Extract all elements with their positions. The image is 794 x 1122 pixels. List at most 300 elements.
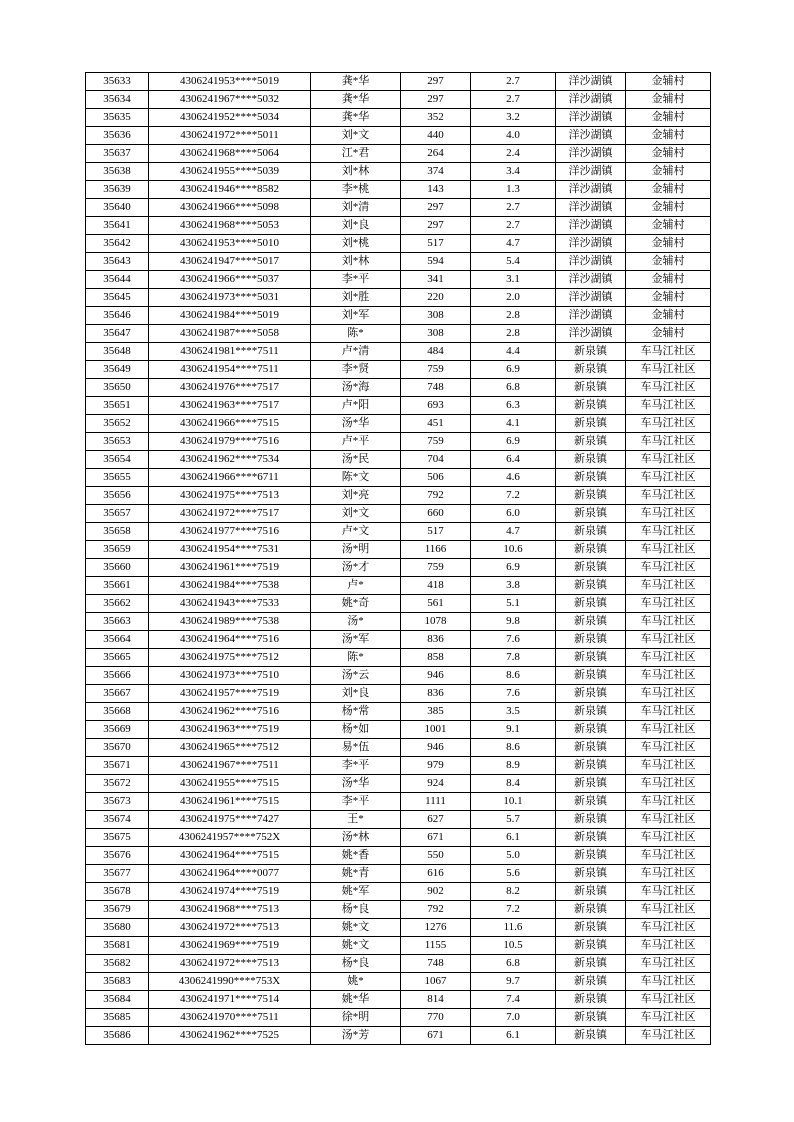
cell-seq: 35663 bbox=[86, 613, 149, 631]
cell-rate: 3.8 bbox=[471, 577, 556, 595]
cell-name: 汤*海 bbox=[311, 379, 401, 397]
cell-town: 洋沙湖镇 bbox=[556, 163, 626, 181]
cell-id-number: 4306241984****5019 bbox=[149, 307, 311, 325]
cell-village: 车马江社区 bbox=[626, 613, 711, 631]
table-row bbox=[86, 685, 711, 703]
cell-town: 新泉镇 bbox=[556, 721, 626, 739]
cell-amount: 1111 bbox=[401, 793, 471, 811]
cell-amount: 946 bbox=[401, 739, 471, 757]
cell-id-number: 4306241968****5064 bbox=[149, 145, 311, 163]
cell-amount: 858 bbox=[401, 649, 471, 667]
cell-rate: 5.0 bbox=[471, 847, 556, 865]
cell-name: 刘*亮 bbox=[311, 487, 401, 505]
cell-id-number: 4306241967****5032 bbox=[149, 91, 311, 109]
table-row bbox=[86, 703, 711, 721]
cell-town: 洋沙湖镇 bbox=[556, 289, 626, 307]
cell-village: 金辅村 bbox=[626, 199, 711, 217]
cell-rate: 8.2 bbox=[471, 883, 556, 901]
cell-seq: 35672 bbox=[86, 775, 149, 793]
cell-town: 洋沙湖镇 bbox=[556, 325, 626, 343]
cell-rate: 7.2 bbox=[471, 487, 556, 505]
cell-amount: 297 bbox=[401, 217, 471, 235]
cell-name: 陈* bbox=[311, 649, 401, 667]
table-row bbox=[86, 559, 711, 577]
cell-id-number: 4306241972****7513 bbox=[149, 919, 311, 937]
cell-seq: 35640 bbox=[86, 199, 149, 217]
table-row bbox=[86, 379, 711, 397]
cell-town: 新泉镇 bbox=[556, 451, 626, 469]
cell-amount: 594 bbox=[401, 253, 471, 271]
cell-village: 金辅村 bbox=[626, 91, 711, 109]
cell-id-number: 4306241952****5034 bbox=[149, 109, 311, 127]
cell-id-number: 4306241987****5058 bbox=[149, 325, 311, 343]
cell-village: 车马江社区 bbox=[626, 649, 711, 667]
cell-amount: 836 bbox=[401, 631, 471, 649]
cell-amount: 143 bbox=[401, 181, 471, 199]
cell-village: 车马江社区 bbox=[626, 361, 711, 379]
cell-town: 新泉镇 bbox=[556, 487, 626, 505]
cell-town: 新泉镇 bbox=[556, 523, 626, 541]
cell-name: 刘*良 bbox=[311, 217, 401, 235]
cell-name: 姚*文 bbox=[311, 937, 401, 955]
cell-village: 车马江社区 bbox=[626, 685, 711, 703]
cell-name: 汤*华 bbox=[311, 775, 401, 793]
cell-id-number: 4306241953****5010 bbox=[149, 235, 311, 253]
cell-amount: 1166 bbox=[401, 541, 471, 559]
cell-town: 新泉镇 bbox=[556, 577, 626, 595]
cell-rate: 6.9 bbox=[471, 433, 556, 451]
cell-seq: 35678 bbox=[86, 883, 149, 901]
cell-name: 刘*林 bbox=[311, 253, 401, 271]
cell-name: 杨*良 bbox=[311, 901, 401, 919]
cell-name: 李*平 bbox=[311, 757, 401, 775]
cell-village: 车马江社区 bbox=[626, 757, 711, 775]
cell-name: 李*贤 bbox=[311, 361, 401, 379]
cell-seq: 35634 bbox=[86, 91, 149, 109]
cell-town: 新泉镇 bbox=[556, 397, 626, 415]
cell-amount: 792 bbox=[401, 901, 471, 919]
cell-id-number: 4306241946****8582 bbox=[149, 181, 311, 199]
cell-rate: 7.2 bbox=[471, 901, 556, 919]
cell-id-number: 4306241955****7515 bbox=[149, 775, 311, 793]
cell-amount: 770 bbox=[401, 1009, 471, 1027]
cell-rate: 4.1 bbox=[471, 415, 556, 433]
cell-village: 车马江社区 bbox=[626, 739, 711, 757]
cell-town: 洋沙湖镇 bbox=[556, 307, 626, 325]
cell-amount: 616 bbox=[401, 865, 471, 883]
cell-village: 车马江社区 bbox=[626, 541, 711, 559]
cell-name: 卢*平 bbox=[311, 433, 401, 451]
table-row bbox=[86, 523, 711, 541]
cell-seq: 35664 bbox=[86, 631, 149, 649]
cell-amount: 924 bbox=[401, 775, 471, 793]
cell-amount: 1001 bbox=[401, 721, 471, 739]
cell-name: 汤*才 bbox=[311, 559, 401, 577]
table-row bbox=[86, 955, 711, 973]
cell-id-number: 4306241990****753X bbox=[149, 973, 311, 991]
cell-amount: 759 bbox=[401, 433, 471, 451]
cell-rate: 6.4 bbox=[471, 451, 556, 469]
cell-name: 刘*良 bbox=[311, 685, 401, 703]
cell-seq: 35670 bbox=[86, 739, 149, 757]
cell-amount: 385 bbox=[401, 703, 471, 721]
cell-name: 姚* bbox=[311, 973, 401, 991]
cell-id-number: 4306241972****5011 bbox=[149, 127, 311, 145]
cell-amount: 792 bbox=[401, 487, 471, 505]
cell-rate: 4.7 bbox=[471, 235, 556, 253]
cell-amount: 517 bbox=[401, 235, 471, 253]
table-row bbox=[86, 325, 711, 343]
cell-village: 金辅村 bbox=[626, 109, 711, 127]
cell-amount: 517 bbox=[401, 523, 471, 541]
table-row bbox=[86, 451, 711, 469]
cell-rate: 3.5 bbox=[471, 703, 556, 721]
cell-town: 洋沙湖镇 bbox=[556, 235, 626, 253]
table-row bbox=[86, 541, 711, 559]
cell-village: 车马江社区 bbox=[626, 487, 711, 505]
cell-village: 车马江社区 bbox=[626, 595, 711, 613]
cell-rate: 8.6 bbox=[471, 667, 556, 685]
cell-seq: 35655 bbox=[86, 469, 149, 487]
table-row bbox=[86, 865, 711, 883]
cell-seq: 35648 bbox=[86, 343, 149, 361]
cell-name: 汤* bbox=[311, 613, 401, 631]
cell-id-number: 4306241964****7515 bbox=[149, 847, 311, 865]
cell-village: 车马江社区 bbox=[626, 937, 711, 955]
cell-rate: 5.7 bbox=[471, 811, 556, 829]
cell-amount: 1155 bbox=[401, 937, 471, 955]
cell-seq: 35642 bbox=[86, 235, 149, 253]
table-row bbox=[86, 631, 711, 649]
cell-amount: 451 bbox=[401, 415, 471, 433]
cell-amount: 264 bbox=[401, 145, 471, 163]
table-row bbox=[86, 595, 711, 613]
cell-amount: 902 bbox=[401, 883, 471, 901]
cell-seq: 35679 bbox=[86, 901, 149, 919]
table-row bbox=[86, 649, 711, 667]
cell-seq: 35659 bbox=[86, 541, 149, 559]
cell-name: 王* bbox=[311, 811, 401, 829]
cell-village: 车马江社区 bbox=[626, 703, 711, 721]
cell-amount: 704 bbox=[401, 451, 471, 469]
table-row bbox=[86, 721, 711, 739]
table-row bbox=[86, 811, 711, 829]
cell-name: 杨*常 bbox=[311, 703, 401, 721]
cell-amount: 418 bbox=[401, 577, 471, 595]
cell-seq: 35681 bbox=[86, 937, 149, 955]
cell-town: 新泉镇 bbox=[556, 1009, 626, 1027]
cell-id-number: 4306241962****7516 bbox=[149, 703, 311, 721]
cell-id-number: 4306241970****7511 bbox=[149, 1009, 311, 1027]
cell-seq: 35677 bbox=[86, 865, 149, 883]
table-row bbox=[86, 613, 711, 631]
cell-rate: 2.7 bbox=[471, 199, 556, 217]
cell-seq: 35665 bbox=[86, 649, 149, 667]
cell-rate: 6.9 bbox=[471, 361, 556, 379]
cell-rate: 6.8 bbox=[471, 955, 556, 973]
cell-rate: 9.1 bbox=[471, 721, 556, 739]
roster-table bbox=[85, 72, 711, 1045]
cell-village: 车马江社区 bbox=[626, 865, 711, 883]
cell-id-number: 4306241968****7513 bbox=[149, 901, 311, 919]
table-row bbox=[86, 199, 711, 217]
table-row bbox=[86, 991, 711, 1009]
table-row bbox=[86, 757, 711, 775]
cell-town: 洋沙湖镇 bbox=[556, 181, 626, 199]
table-row bbox=[86, 937, 711, 955]
cell-village: 车马江社区 bbox=[626, 667, 711, 685]
cell-name: 汤*云 bbox=[311, 667, 401, 685]
table-row bbox=[86, 883, 711, 901]
cell-amount: 308 bbox=[401, 325, 471, 343]
cell-amount: 341 bbox=[401, 271, 471, 289]
cell-rate: 2.7 bbox=[471, 217, 556, 235]
cell-seq: 35673 bbox=[86, 793, 149, 811]
cell-seq: 35662 bbox=[86, 595, 149, 613]
cell-amount: 308 bbox=[401, 307, 471, 325]
cell-id-number: 4306241975****7512 bbox=[149, 649, 311, 667]
cell-seq: 35686 bbox=[86, 1027, 149, 1045]
cell-name: 刘*桃 bbox=[311, 235, 401, 253]
table-row bbox=[86, 775, 711, 793]
cell-town: 新泉镇 bbox=[556, 811, 626, 829]
cell-village: 车马江社区 bbox=[626, 955, 711, 973]
cell-id-number: 4306241969****7519 bbox=[149, 937, 311, 955]
cell-seq: 35641 bbox=[86, 217, 149, 235]
cell-id-number: 4306241972****7513 bbox=[149, 955, 311, 973]
cell-rate: 1.3 bbox=[471, 181, 556, 199]
cell-name: 刘*林 bbox=[311, 163, 401, 181]
cell-id-number: 4306241984****7538 bbox=[149, 577, 311, 595]
cell-amount: 440 bbox=[401, 127, 471, 145]
cell-rate: 5.4 bbox=[471, 253, 556, 271]
cell-seq: 35643 bbox=[86, 253, 149, 271]
cell-seq: 35682 bbox=[86, 955, 149, 973]
cell-rate: 5.1 bbox=[471, 595, 556, 613]
cell-rate: 8.9 bbox=[471, 757, 556, 775]
cell-town: 新泉镇 bbox=[556, 901, 626, 919]
cell-town: 新泉镇 bbox=[556, 631, 626, 649]
cell-amount: 836 bbox=[401, 685, 471, 703]
table-row bbox=[86, 973, 711, 991]
cell-seq: 35661 bbox=[86, 577, 149, 595]
cell-village: 车马江社区 bbox=[626, 793, 711, 811]
cell-seq: 35675 bbox=[86, 829, 149, 847]
cell-seq: 35644 bbox=[86, 271, 149, 289]
cell-amount: 297 bbox=[401, 199, 471, 217]
cell-amount: 374 bbox=[401, 163, 471, 181]
cell-town: 新泉镇 bbox=[556, 379, 626, 397]
cell-town: 新泉镇 bbox=[556, 649, 626, 667]
cell-rate: 2.4 bbox=[471, 145, 556, 163]
cell-id-number: 4306241972****7517 bbox=[149, 505, 311, 523]
cell-seq: 35667 bbox=[86, 685, 149, 703]
cell-village: 车马江社区 bbox=[626, 631, 711, 649]
cell-village: 金辅村 bbox=[626, 271, 711, 289]
cell-rate: 6.1 bbox=[471, 829, 556, 847]
cell-village: 车马江社区 bbox=[626, 847, 711, 865]
cell-name: 姚*文 bbox=[311, 919, 401, 937]
cell-amount: 297 bbox=[401, 91, 471, 109]
cell-rate: 4.0 bbox=[471, 127, 556, 145]
cell-seq: 35657 bbox=[86, 505, 149, 523]
cell-seq: 35653 bbox=[86, 433, 149, 451]
table-row bbox=[86, 433, 711, 451]
cell-town: 洋沙湖镇 bbox=[556, 91, 626, 109]
cell-amount: 506 bbox=[401, 469, 471, 487]
cell-town: 新泉镇 bbox=[556, 361, 626, 379]
cell-rate: 4.4 bbox=[471, 343, 556, 361]
cell-rate: 6.0 bbox=[471, 505, 556, 523]
cell-id-number: 4306241964****7516 bbox=[149, 631, 311, 649]
cell-village: 金辅村 bbox=[626, 289, 711, 307]
table-row bbox=[86, 361, 711, 379]
cell-rate: 10.6 bbox=[471, 541, 556, 559]
cell-village: 金辅村 bbox=[626, 163, 711, 181]
cell-name: 易*伍 bbox=[311, 739, 401, 757]
cell-rate: 5.6 bbox=[471, 865, 556, 883]
table-row bbox=[86, 145, 711, 163]
cell-rate: 6.9 bbox=[471, 559, 556, 577]
cell-seq: 35638 bbox=[86, 163, 149, 181]
cell-amount: 550 bbox=[401, 847, 471, 865]
cell-town: 新泉镇 bbox=[556, 541, 626, 559]
cell-seq: 35650 bbox=[86, 379, 149, 397]
cell-amount: 671 bbox=[401, 1027, 471, 1045]
cell-village: 车马江社区 bbox=[626, 343, 711, 361]
cell-rate: 7.6 bbox=[471, 631, 556, 649]
cell-rate: 7.4 bbox=[471, 991, 556, 1009]
table-row bbox=[86, 181, 711, 199]
cell-id-number: 4306241961****7519 bbox=[149, 559, 311, 577]
table-row bbox=[86, 1009, 711, 1027]
cell-seq: 35669 bbox=[86, 721, 149, 739]
cell-town: 洋沙湖镇 bbox=[556, 127, 626, 145]
cell-name: 徐*明 bbox=[311, 1009, 401, 1027]
cell-village: 车马江社区 bbox=[626, 451, 711, 469]
cell-town: 洋沙湖镇 bbox=[556, 73, 626, 91]
table-body bbox=[86, 73, 711, 1045]
cell-amount: 759 bbox=[401, 361, 471, 379]
cell-rate: 2.8 bbox=[471, 325, 556, 343]
cell-name: 卢*阳 bbox=[311, 397, 401, 415]
cell-amount: 352 bbox=[401, 109, 471, 127]
cell-name: 刘*军 bbox=[311, 307, 401, 325]
cell-name: 卢*文 bbox=[311, 523, 401, 541]
cell-amount: 484 bbox=[401, 343, 471, 361]
cell-rate: 2.8 bbox=[471, 307, 556, 325]
cell-name: 汤*芳 bbox=[311, 1027, 401, 1045]
cell-name: 李*平 bbox=[311, 271, 401, 289]
cell-rate: 2.7 bbox=[471, 73, 556, 91]
table-row bbox=[86, 919, 711, 937]
cell-rate: 9.8 bbox=[471, 613, 556, 631]
cell-seq: 35645 bbox=[86, 289, 149, 307]
table-row bbox=[86, 829, 711, 847]
cell-rate: 8.4 bbox=[471, 775, 556, 793]
cell-rate: 6.8 bbox=[471, 379, 556, 397]
cell-amount: 979 bbox=[401, 757, 471, 775]
table-row bbox=[86, 73, 711, 91]
cell-name: 杨*如 bbox=[311, 721, 401, 739]
cell-rate: 4.7 bbox=[471, 523, 556, 541]
cell-town: 新泉镇 bbox=[556, 919, 626, 937]
cell-town: 新泉镇 bbox=[556, 685, 626, 703]
cell-amount: 946 bbox=[401, 667, 471, 685]
cell-name: 刘*文 bbox=[311, 127, 401, 145]
cell-village: 车马江社区 bbox=[626, 397, 711, 415]
cell-town: 新泉镇 bbox=[556, 991, 626, 1009]
cell-amount: 1067 bbox=[401, 973, 471, 991]
cell-rate: 3.2 bbox=[471, 109, 556, 127]
cell-amount: 814 bbox=[401, 991, 471, 1009]
cell-town: 洋沙湖镇 bbox=[556, 271, 626, 289]
cell-village: 车马江社区 bbox=[626, 901, 711, 919]
cell-id-number: 4306241963****7519 bbox=[149, 721, 311, 739]
cell-town: 新泉镇 bbox=[556, 793, 626, 811]
table-row bbox=[86, 901, 711, 919]
cell-id-number: 4306241954****7531 bbox=[149, 541, 311, 559]
table-row bbox=[86, 289, 711, 307]
cell-name: 汤*林 bbox=[311, 829, 401, 847]
table-row bbox=[86, 109, 711, 127]
cell-village: 车马江社区 bbox=[626, 559, 711, 577]
cell-id-number: 4306241966****7515 bbox=[149, 415, 311, 433]
cell-id-number: 4306241964****0077 bbox=[149, 865, 311, 883]
cell-town: 新泉镇 bbox=[556, 937, 626, 955]
table-row bbox=[86, 487, 711, 505]
cell-amount: 1078 bbox=[401, 613, 471, 631]
cell-seq: 35651 bbox=[86, 397, 149, 415]
cell-seq: 35666 bbox=[86, 667, 149, 685]
cell-id-number: 4306241963****7517 bbox=[149, 397, 311, 415]
cell-id-number: 4306241977****7516 bbox=[149, 523, 311, 541]
cell-village: 车马江社区 bbox=[626, 523, 711, 541]
cell-town: 新泉镇 bbox=[556, 883, 626, 901]
cell-village: 金辅村 bbox=[626, 73, 711, 91]
cell-town: 新泉镇 bbox=[556, 343, 626, 361]
cell-name: 卢* bbox=[311, 577, 401, 595]
cell-town: 洋沙湖镇 bbox=[556, 217, 626, 235]
table-row bbox=[86, 667, 711, 685]
cell-name: 汤*军 bbox=[311, 631, 401, 649]
cell-name: 姚*华 bbox=[311, 991, 401, 1009]
cell-name: 卢*清 bbox=[311, 343, 401, 361]
cell-rate: 6.1 bbox=[471, 1027, 556, 1045]
cell-village: 车马江社区 bbox=[626, 1027, 711, 1045]
cell-id-number: 4306241957****7519 bbox=[149, 685, 311, 703]
cell-name: 姚*青 bbox=[311, 865, 401, 883]
cell-seq: 35671 bbox=[86, 757, 149, 775]
table-row bbox=[86, 577, 711, 595]
cell-rate: 2.7 bbox=[471, 91, 556, 109]
cell-seq: 35633 bbox=[86, 73, 149, 91]
cell-seq: 35639 bbox=[86, 181, 149, 199]
cell-village: 车马江社区 bbox=[626, 973, 711, 991]
cell-seq: 35680 bbox=[86, 919, 149, 937]
cell-village: 金辅村 bbox=[626, 253, 711, 271]
cell-rate: 11.6 bbox=[471, 919, 556, 937]
cell-id-number: 4306241989****7538 bbox=[149, 613, 311, 631]
cell-name: 刘*文 bbox=[311, 505, 401, 523]
table-row bbox=[86, 505, 711, 523]
cell-id-number: 4306241966****5098 bbox=[149, 199, 311, 217]
cell-town: 新泉镇 bbox=[556, 739, 626, 757]
cell-rate: 7.6 bbox=[471, 685, 556, 703]
cell-village: 车马江社区 bbox=[626, 415, 711, 433]
table-row bbox=[86, 793, 711, 811]
cell-id-number: 4306241954****7511 bbox=[149, 361, 311, 379]
